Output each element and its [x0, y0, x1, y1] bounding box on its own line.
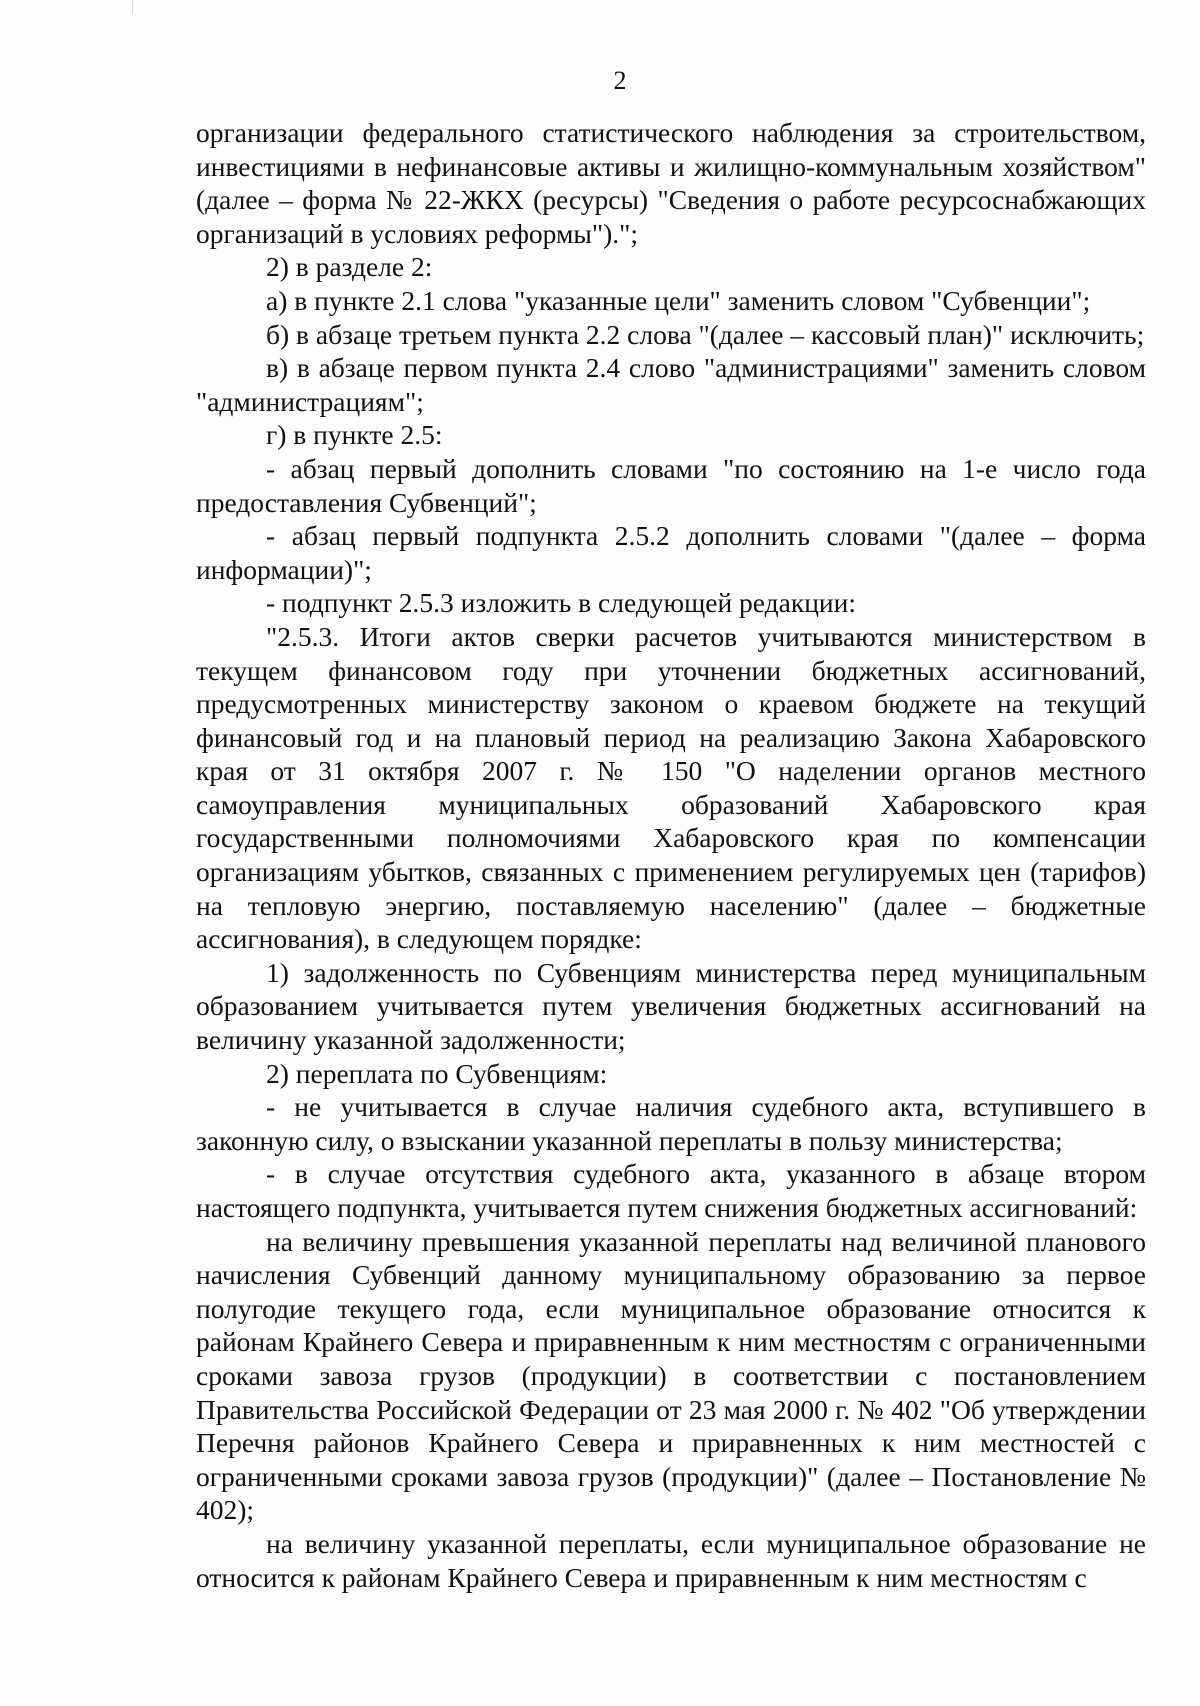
scan-artifact-line	[132, 0, 133, 14]
paragraph-2: 2) в разделе 2:	[266, 251, 433, 283]
paragraph-5: в) в абзаце первом пункта 2.4 слово "администрациями" заменить словом "администрациям";	[196, 352, 1146, 417]
paragraph-9: - подпункт 2.5.3 изложить в следующей редакции:	[266, 587, 857, 619]
paragraph-14: - в случае отсутствия судебного акта, указанного в абзаце втором настоящего подпункта, учитывается путем снижения бюджетных ассигнований:	[196, 1158, 1146, 1223]
page-number: 2	[613, 66, 627, 95]
paragraph-15: на величину превышения указанной переплаты над величиной планового начисления Субвенций данному муниципальному образованию за первое полугодие текущего года, если муниципальное образование относится к районам Крайнего Севера и приравненным к ним местностям с ограниченными сроками завоза грузов (продукции) в соответствии с постановлением Правительства Российской Федерации от 23 мая 2000 г. № 402 "Об утверждении Перечня районов Крайнего Севера и приравненных к ним местностей с ограниченными сроками завоза грузов (продукции)" (далее – Постановление № 402);	[196, 1225, 1146, 1526]
paragraph-12: 2) переплата по Субвенциям:	[266, 1057, 608, 1089]
document-body	[196, 116, 1146, 1594]
paragraph-7: - абзац первый дополнить словами "по состоянию на 1-е число года предоставления Субвенций";	[196, 452, 1146, 518]
paragraph-3: а) в пункте 2.1 слова "указанные цели" заменить словом "Субвенции";	[266, 284, 1091, 316]
paragraph-13: - не учитывается в случае наличия судебного акта, вступившего в законную силу, о взыскании указанной переплаты в пользу министерства;	[196, 1091, 1146, 1156]
paragraph-1: организации федерального статистического наблюдения за строительством, инвестициями в нефинансовые активы и жилищно-коммунальным хозяйством" (далее – форма № 22-ЖКХ (ресурсы) "Сведения о работе ресурсоснабжающих организаций в условиях реформы").";	[196, 117, 1146, 249]
paragraph-6: г) в пункте 2.5:	[266, 419, 443, 451]
paragraph-11: 1) задолженность по Субвенциям министерства перед муниципальным образованием учитывается путем увеличения бюджетных ассигнований на величину указанной задолженности;	[196, 956, 1146, 1056]
paragraph-16: на величину указанной переплаты, если муниципальное образование не относится к районам Крайнего Севера и приравненным к ним местностям с	[196, 1527, 1146, 1593]
paragraph-10: "2.5.3. Итоги актов сверки расчетов учитываются министерством в текущем финансовом году при уточнении бюджетных ассигнований, предусмотренных министерству законом о краевом бюджете на текущий финансовый год и на плановый период на реализацию Закона Хабаровского края от 31 октября 2007 г. № 150 "О наделении органов местного самоуправления муниципальных образований Хабаровского края государственными полномочиями Хабаровского края по компенсации организациям убытков, связанных с применением регулируемых цен (тарифов) на тепловую энергию, поставляемую населению" (далее – бюджетные ассигнования), в следующем порядке:	[196, 620, 1146, 955]
paragraph-8: - абзац первый подпункта 2.5.2 дополнить словами "(далее – форма информации)";	[196, 520, 1146, 585]
paragraph-4: б) в абзаце третьем пункта 2.2 слова "(далее – кассовый план)" исключить;	[266, 318, 1145, 350]
